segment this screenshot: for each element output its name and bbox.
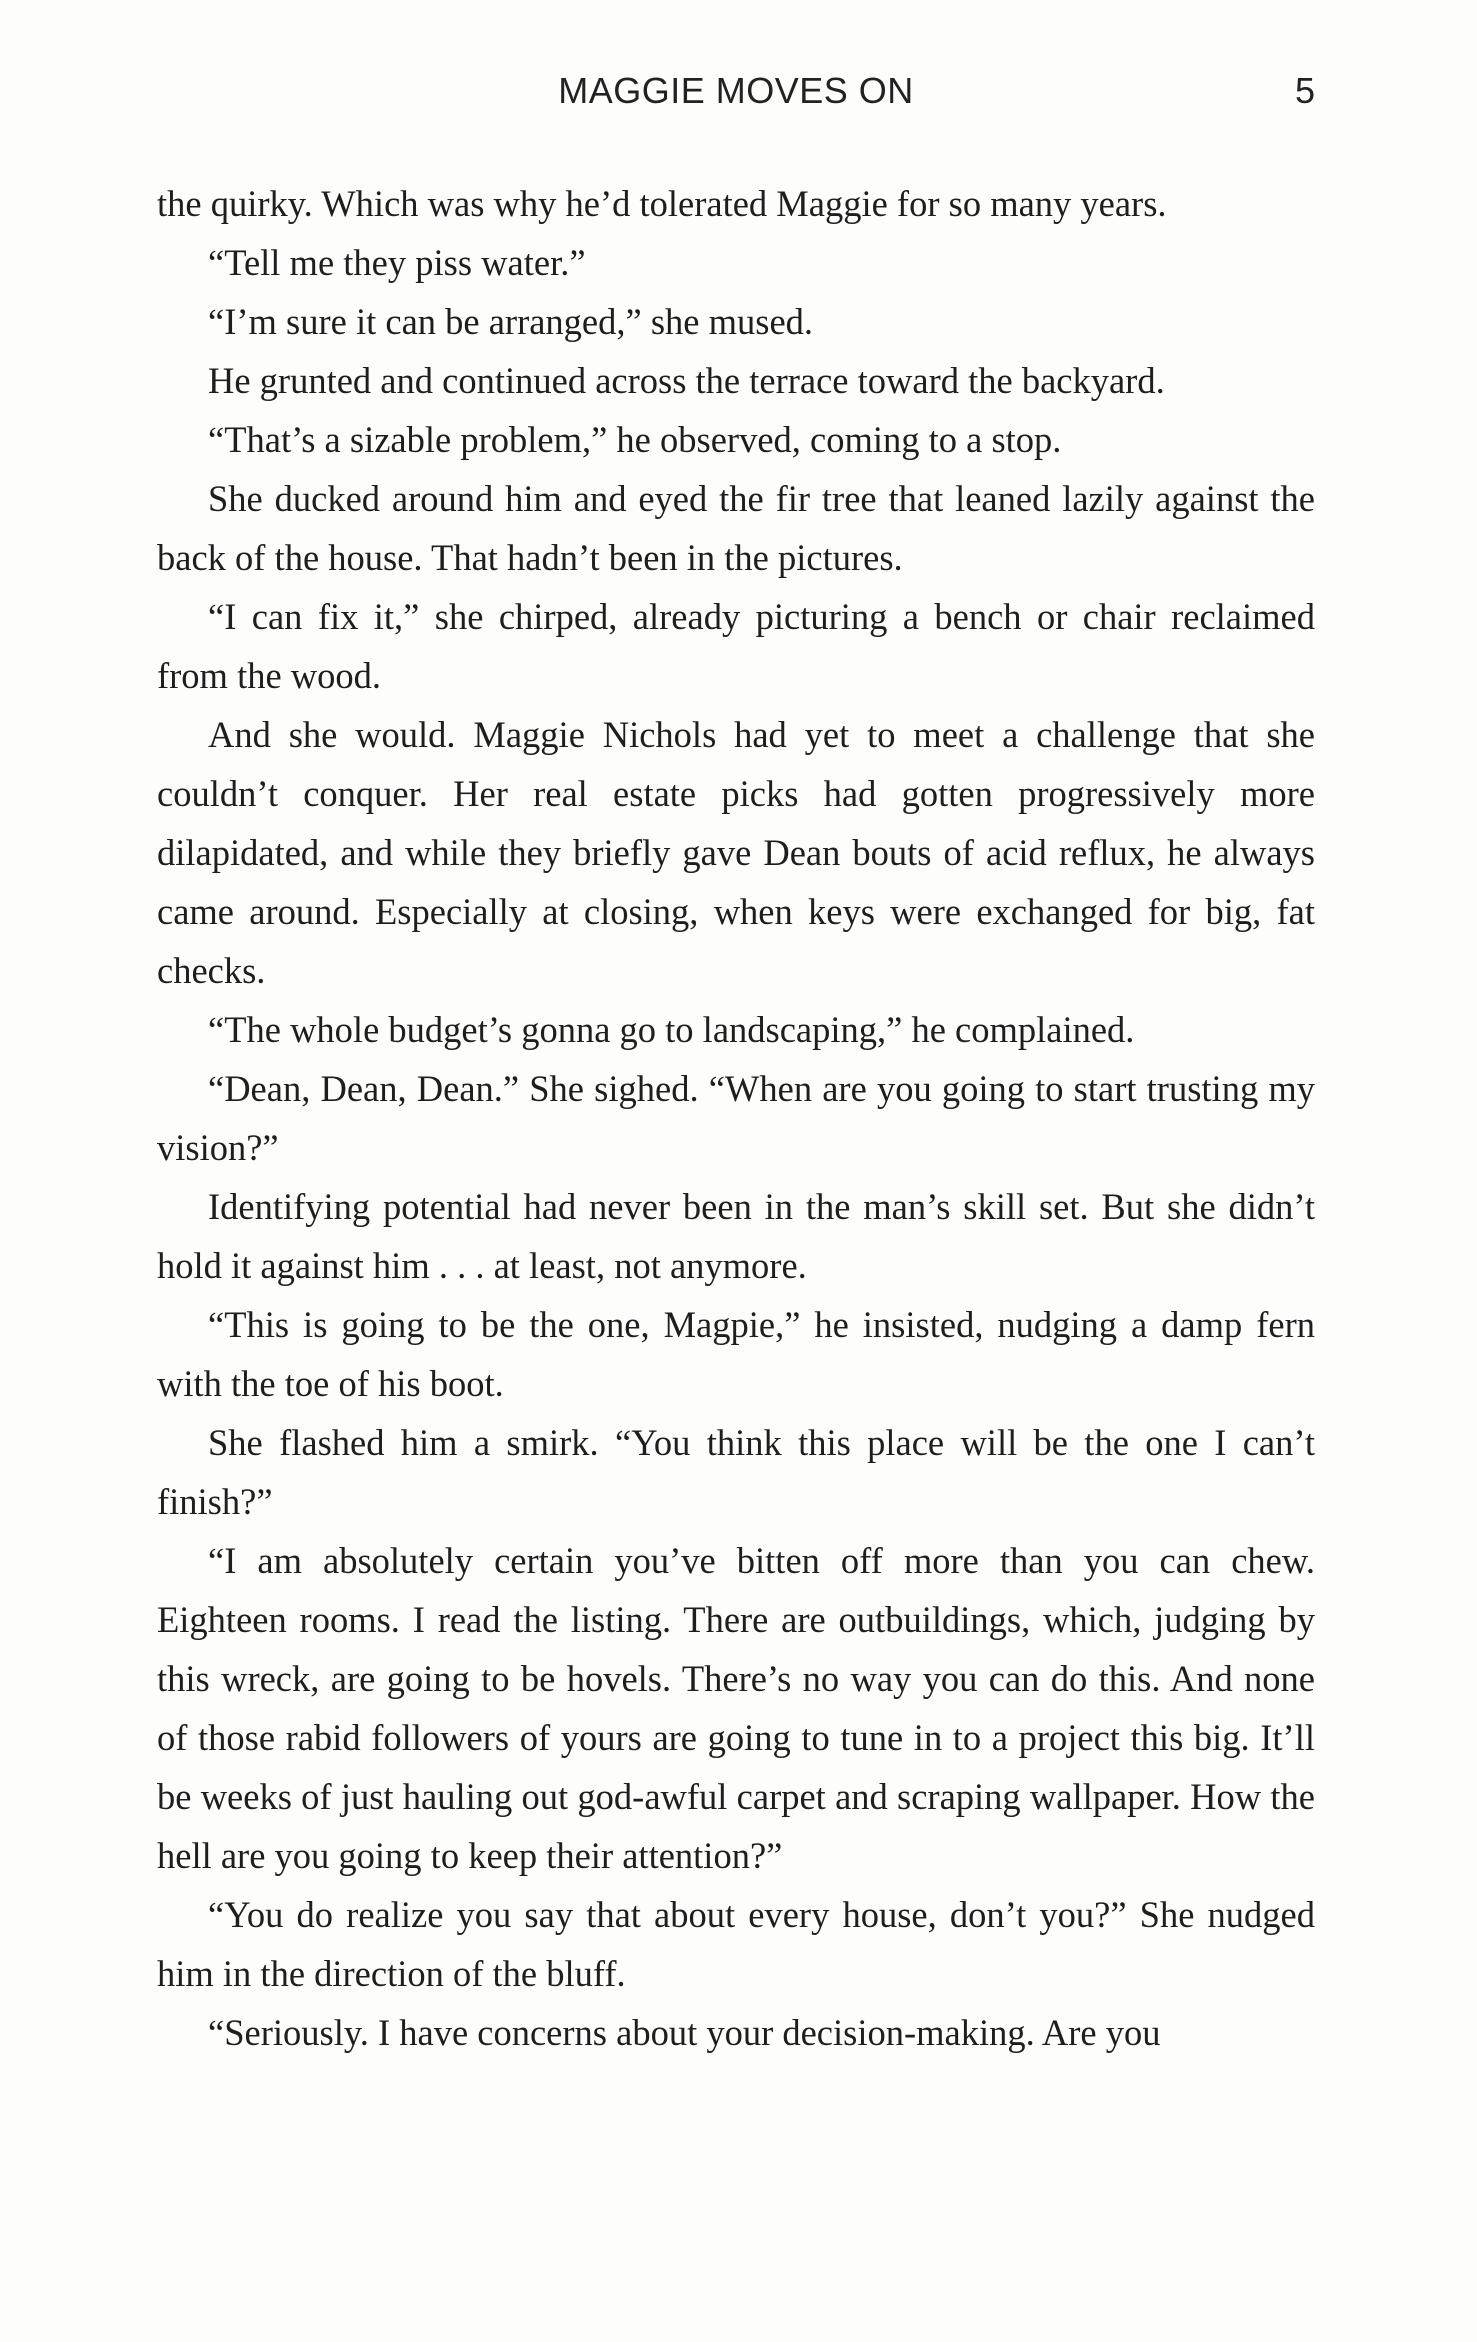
paragraph: “Tell me they piss water.” bbox=[208, 242, 586, 283]
paragraph: She ducked around him and eyed the fir tree that leaned lazily against the back of the house. That hadn’t been in the pictures. bbox=[157, 478, 1315, 578]
paragraph: the quirky. Which was why he’d tolerated Maggie for so many years. bbox=[157, 183, 1167, 224]
paragraph: “I’m sure it can be arranged,” she mused. bbox=[208, 301, 814, 342]
paragraph: “I am absolutely certain you’ve bitten off more than you can chew. Eighteen rooms. I read the listing. There are outbuildings, which, judging by this wreck, are going to be hovels. There’s no way you can do this. And none of those rabid followers of yours are going to tune in to a project this big. It’ll be weeks of just hauling out god-awful carpet and scraping wallpaper. How the hell are you going to keep their attention?” bbox=[157, 1540, 1315, 1876]
running-title: MAGGIE MOVES ON bbox=[558, 70, 914, 111]
paragraph: He grunted and continued across the terrace toward the backyard. bbox=[208, 360, 1165, 401]
body-text bbox=[157, 174, 1315, 2062]
page-number: 5 bbox=[1294, 70, 1315, 111]
paragraph: “The whole budget’s gonna go to landscaping,” he complained. bbox=[208, 1009, 1135, 1050]
paragraph: “Dean, Dean, Dean.” She sighed. “When are you going to start trusting my vision?” bbox=[157, 1068, 1315, 1168]
paragraph: “You do realize you say that about every house, don’t you?” She nudged him in the direction of the bluff. bbox=[157, 1894, 1315, 1994]
paragraph: “Seriously. I have concerns about your decision-making. Are you bbox=[208, 2012, 1161, 2053]
paragraph: Identifying potential had never been in the man’s skill set. But she didn’t hold it against him . . . at least, not anymore. bbox=[157, 1186, 1315, 1286]
paragraph: “That’s a sizable problem,” he observed, coming to a stop. bbox=[208, 419, 1062, 460]
paragraph: And she would. Maggie Nichols had yet to meet a challenge that she couldn’t conquer. Her real estate picks had gotten progressively more dilapidated, and while they briefly gave Dean bouts of acid reflux, he always came around. Especially at closing, when keys were exchanged for big, fat checks. bbox=[157, 714, 1315, 991]
running-header bbox=[157, 70, 1315, 130]
paragraph: She flashed him a smirk. “You think this place will be the one I can’t finish?” bbox=[157, 1422, 1315, 1522]
paragraph: “This is going to be the one, Magpie,” he insisted, nudging a damp fern with the toe of his boot. bbox=[157, 1304, 1315, 1404]
paragraph: “I can fix it,” she chirped, already picturing a bench or chair reclaimed from the wood. bbox=[157, 596, 1315, 696]
